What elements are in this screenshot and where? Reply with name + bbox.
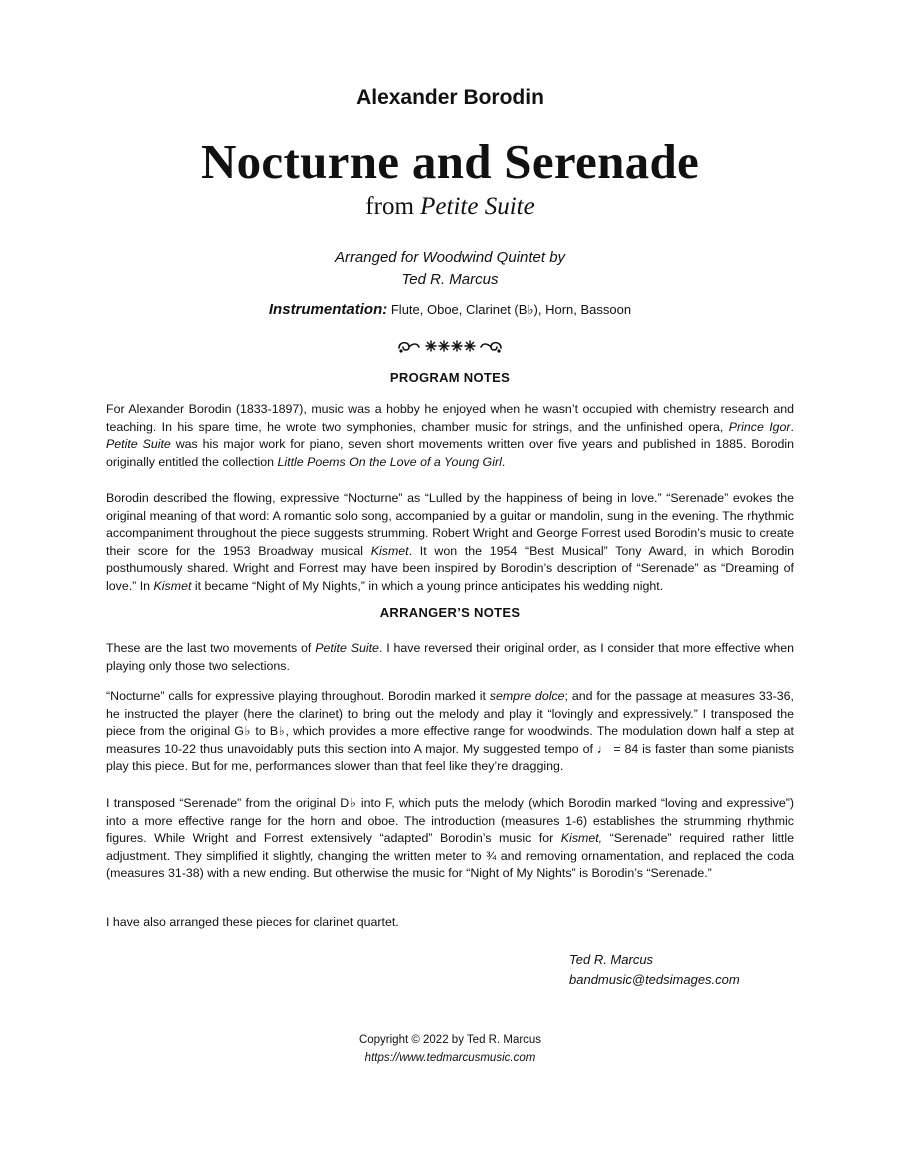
text-run-italic: Kismet	[370, 543, 409, 558]
signature-email: bandmusic@tedsimages.com	[569, 972, 740, 987]
text-run: . It won the 1954 “Best Musical” Tony Award, in which Borodin posthumously shared. Wright and Forrest may have been inspired by Borodin’s description of “Serenade” as “Dreaming of love.” In	[106, 543, 794, 593]
copyright-line: Copyright © 2022 by Ted R. Marcus	[358, 1034, 542, 1046]
arrangers-notes-paragraph-3	[106, 795, 794, 883]
text-run-italic: Little Poems On the Love of a Young Girl	[277, 454, 502, 469]
subtitle	[0, 193, 900, 221]
page-title: Nocturne and Serenade	[200, 134, 700, 189]
arrangers-notes-paragraph-4: I have also arranged these pieces for clarinet quartet.	[106, 915, 399, 929]
text-run-italic: sempre dolce	[489, 689, 565, 703]
text-run-italic: Prince Igor	[728, 419, 791, 434]
signature-name: Ted R. Marcus	[569, 952, 654, 967]
text-run: .	[501, 454, 506, 469]
text-run: Borodin described the flowing, expressive “Nocturne” as “Lulled by the happiness of being in love.” “Serenade” evokes the original meaning of that word: A romantic solo song, accompanied by a guitar or mandolin, sung in the evening. The rhythmic accompaniment throughout the piece suggests strumming. Robert Wright and George Forrest used Borodin’s music to create their score for the 1953 Broadway musical	[106, 491, 794, 558]
arrangers-notes-paragraph-1	[106, 640, 794, 675]
arrangers-notes-heading: ARRANGER’S NOTES	[379, 605, 521, 620]
text-run-italic: Petite Suite	[106, 437, 171, 452]
fleuron-divider-icon	[395, 335, 505, 357]
footer	[0, 1031, 900, 1067]
text-run-italic: Kismet	[153, 578, 192, 593]
instrumentation-list: Flute, Oboe, Clarinet (B♭), Horn, Bassoon	[390, 302, 632, 317]
arranged-line: Arranged for Woodwind Quintet by	[334, 249, 566, 266]
composer-name: Alexander Borodin	[356, 86, 544, 109]
subtitle-prefix: from	[365, 193, 414, 220]
instrumentation	[0, 301, 900, 318]
text-run: “Nocturne” calls for expressive playing throughout. Borodin marked it	[106, 689, 490, 703]
program-notes-paragraph-1	[106, 401, 794, 471]
text-run: ; and for the passage at measures 33-36, he instructed the player (here the clarinet) to bring out the melody and play it “lovingly and expressively.” I transposed the piece from the original G♭ to B♭, which provides a more effective range for woodwinds. The modulation down half a step at measures 10-22 thus unavoidably puts this section into A major. My suggested tempo of ♩ = 84 is faster than some pianists play this piece. But for me, performances slower than that feel like they’re dragging.	[106, 689, 794, 774]
arranger-credit	[0, 247, 900, 291]
arrangers-notes-paragraph-2	[106, 688, 794, 776]
subtitle-work: Petite Suite	[420, 193, 535, 220]
text-run: I transposed “Serenade” from the original D♭ into F, which puts the melody (which Borodin marked “loving and expressive”) into a more effective range for the horn and oboe. The introduction (measures 1-6) establishes the strumming rhythmic figures. While Wright and Forrest extensively “adapted” Borodin’s music for	[106, 796, 794, 846]
text-run-italic: Kismet,	[560, 831, 603, 846]
website-link[interactable]: https://www.tedmarcusmusic.com	[364, 1052, 536, 1064]
text-run: “Serenade” required rather little adjustment. They simplified it slightly, changing the written meter to ¾ and removing ornamentation, and replaced the coda (measures 31-38) with a new ending. But otherwise the music for “Night of My Nights” is Borodin’s “Serenade.”	[106, 831, 795, 881]
text-run: it became “Night of My Nights,” in which a young prince anticipates his wedding night.	[191, 578, 664, 593]
arranger-name: Ted R. Marcus	[401, 271, 499, 288]
text-run: . I have reversed their original order, as I consider that more effective when playing only those two selections.	[106, 641, 795, 673]
instrumentation-label: Instrumentation:	[268, 301, 388, 318]
text-run-italic: Petite Suite	[315, 641, 379, 655]
text-run: was his major work for piano, seven short movements written over five years and published in 1885. Borodin originally entitled the collection	[106, 437, 794, 469]
text-run: These are the last two movements of	[106, 641, 316, 655]
text-run: .	[790, 419, 794, 434]
arranger-signature	[569, 950, 740, 990]
program-notes-paragraph-2	[106, 490, 794, 596]
program-notes-heading: PROGRAM NOTES	[389, 370, 511, 385]
text-run: For Alexander Borodin (1833-1897), music was a hobby he enjoyed when he wasn’t occupied with chemistry research and teaching. In his spare time, he wrote two symphonies, chamber music for strings, and the unfinished opera,	[106, 402, 794, 434]
